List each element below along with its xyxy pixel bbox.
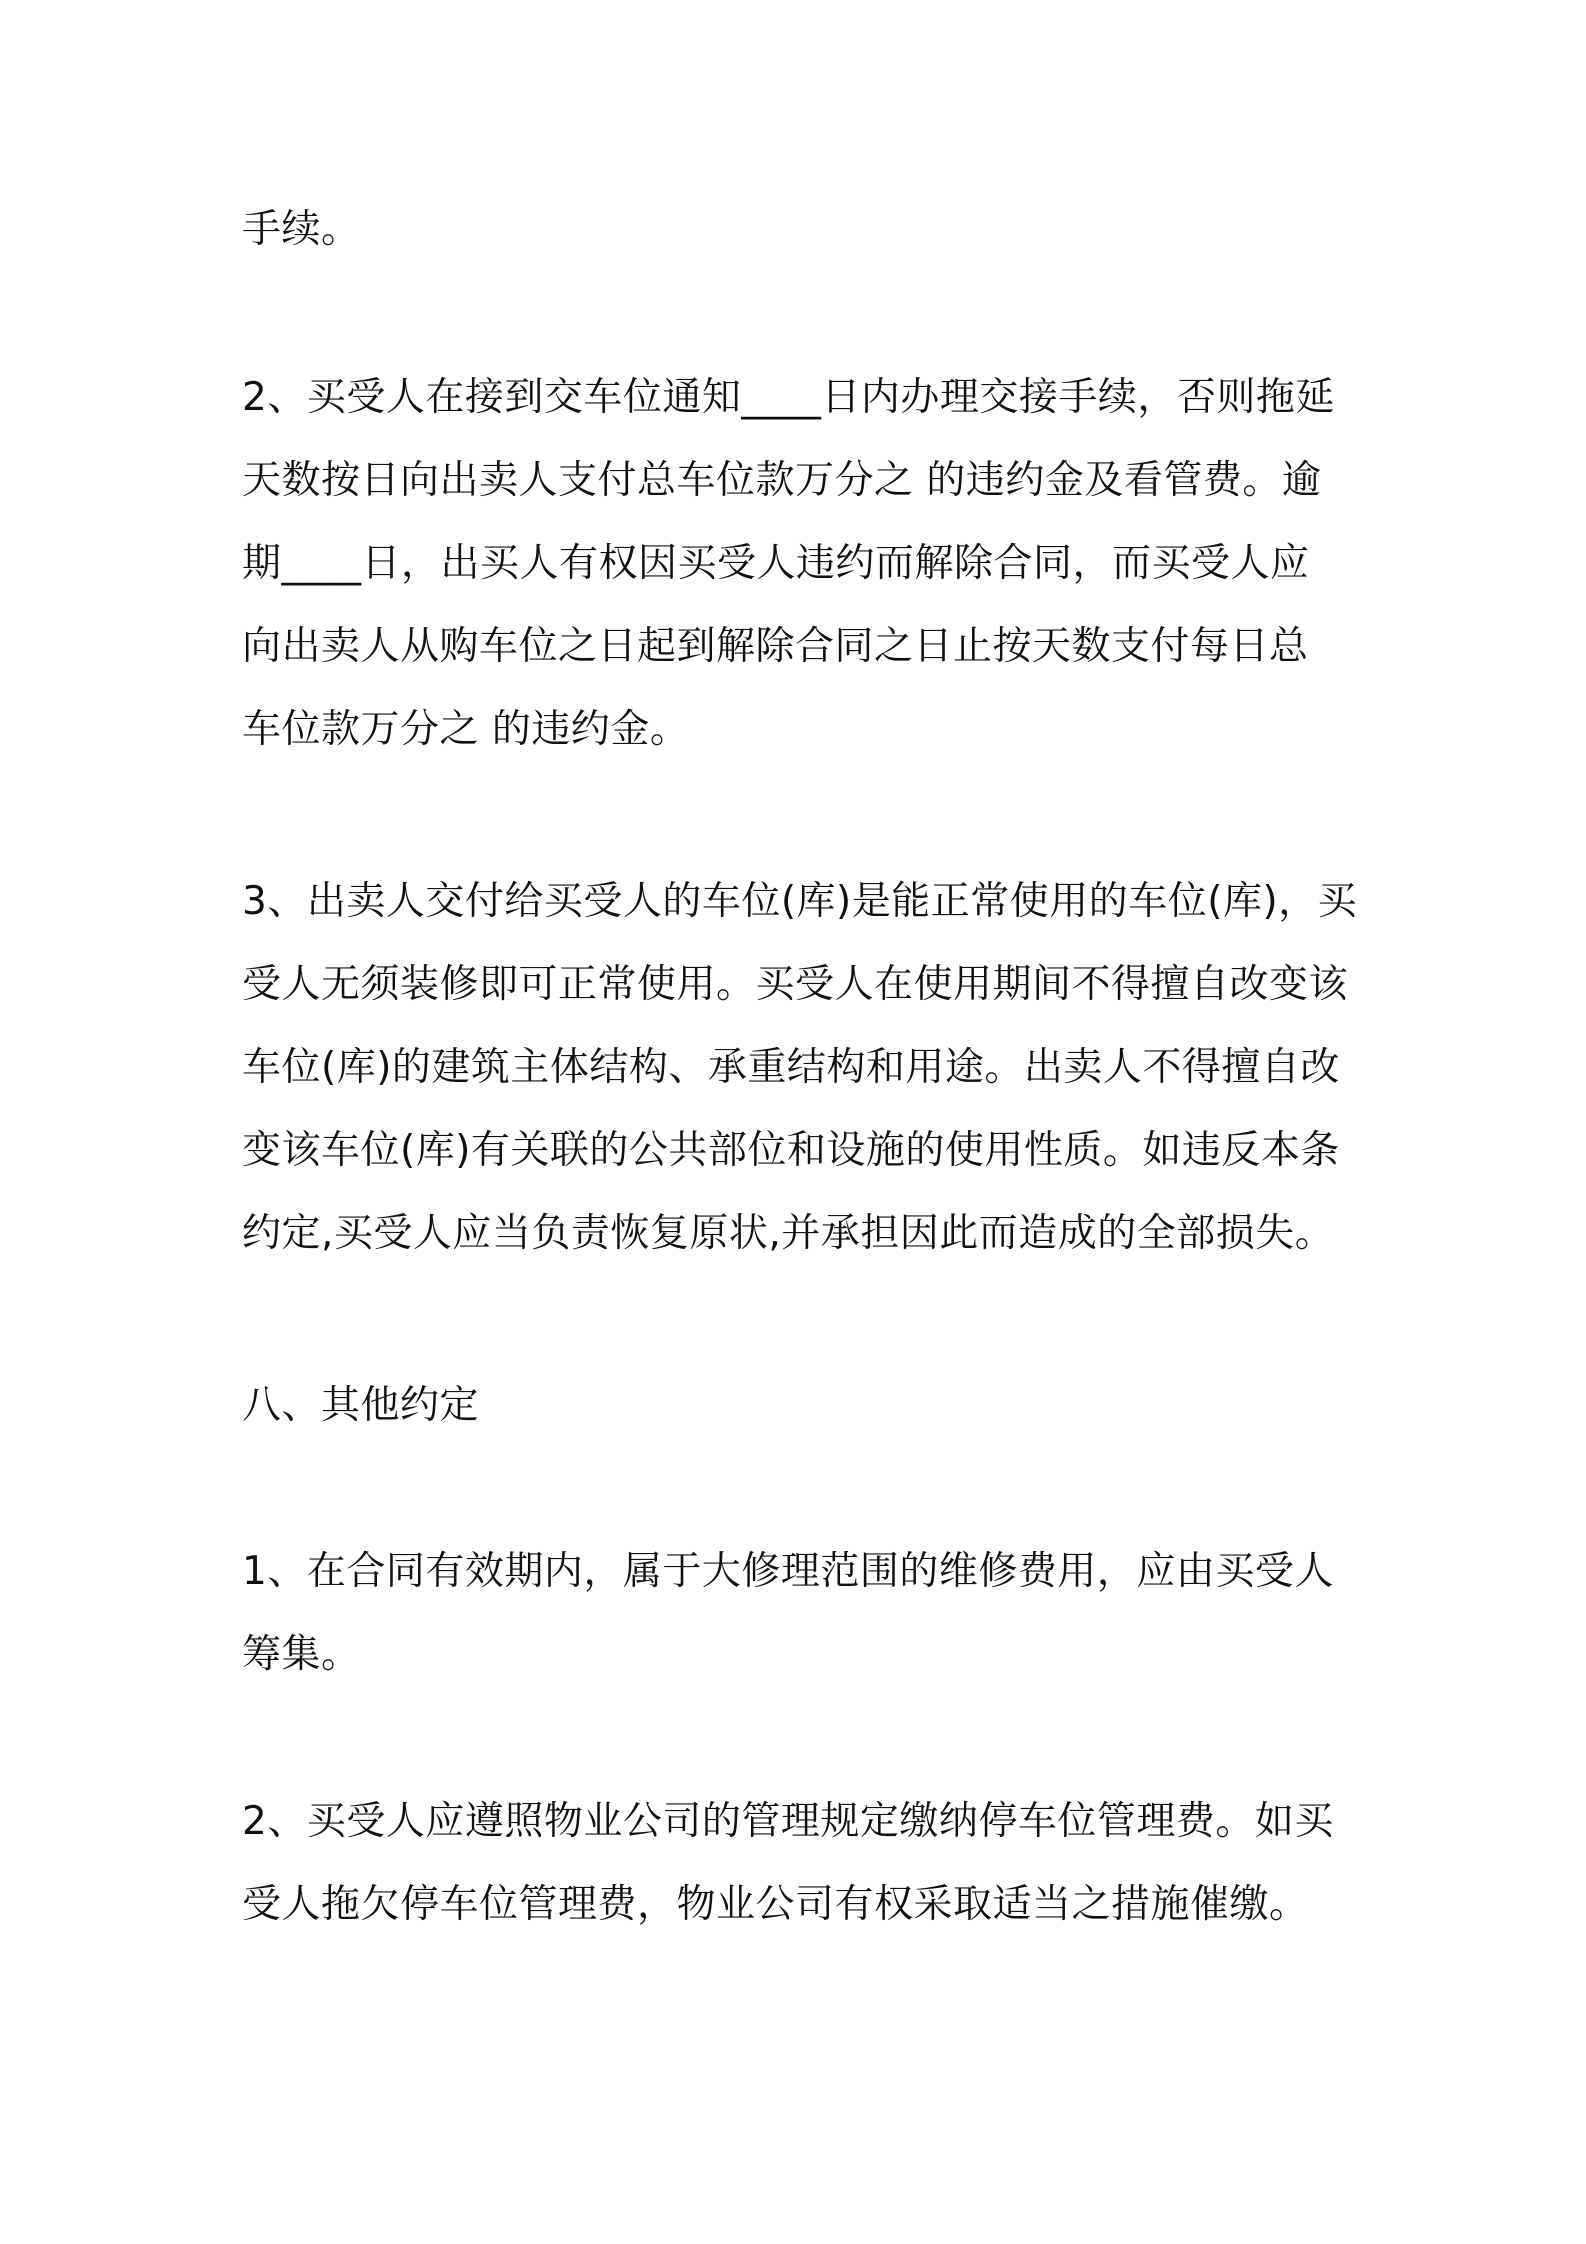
text-line: 天数按日向出卖人支付总车位款万分之 的违约金及看管费。逾 <box>242 458 1322 503</box>
text-line: 受人无须装修即可正常使用。买受人在使用期间不得擅自改变该 <box>242 962 1349 1007</box>
paragraph-clause-8-2 <box>242 1780 1362 1946</box>
section-heading-8 <box>242 1364 1362 1447</box>
heading-text: 八、其他约定 <box>242 1383 480 1428</box>
paragraph-continuation <box>242 188 1362 271</box>
text-line: 变该车位(库)有关联的公共部位和设施的使用性质。如违反本条 <box>242 1128 1340 1173</box>
text-line: 筹集。 <box>242 1632 361 1677</box>
text-line: 期____日，出买人有权因买受人违约而解除合同，而买受人应 <box>242 541 1310 586</box>
text-line: 3、出卖人交付给买受人的车位(库)是能正常使用的车位(库)，买 <box>242 879 1358 924</box>
text-line: 车位(库)的建筑主体结构、承重结构和用途。出卖人不得擅自改 <box>242 1045 1340 1090</box>
paragraph-clause-7-2 <box>242 356 1362 771</box>
text-line: 受人拖欠停车位管理费，物业公司有权采取适当之措施催缴。 <box>242 1882 1309 1927</box>
paragraph-clause-7-3 <box>242 860 1362 1275</box>
text-line: 2、买受人应遵照物业公司的管理规定缴纳停车位管理费。如买 <box>242 1799 1334 1844</box>
text-line: 车位款万分之 的违约金。 <box>242 707 690 752</box>
text-line: 向出卖人从购车位之日起到解除合同之日止按天数支付每日总 <box>242 624 1309 669</box>
text-line: 约定,买受人应当负责恢复原状,并承担因此而造成的全部损失。 <box>242 1211 1335 1256</box>
paragraph-clause-8-1 <box>242 1530 1362 1696</box>
text-line: 1、在合同有效期内，属于大修理范围的维修费用，应由买受人 <box>242 1549 1334 1594</box>
text-line: 2、买受人在接到交车位通知____日内办理交接手续，否则拖延 <box>242 375 1335 420</box>
text-line: 手续。 <box>242 207 361 252</box>
